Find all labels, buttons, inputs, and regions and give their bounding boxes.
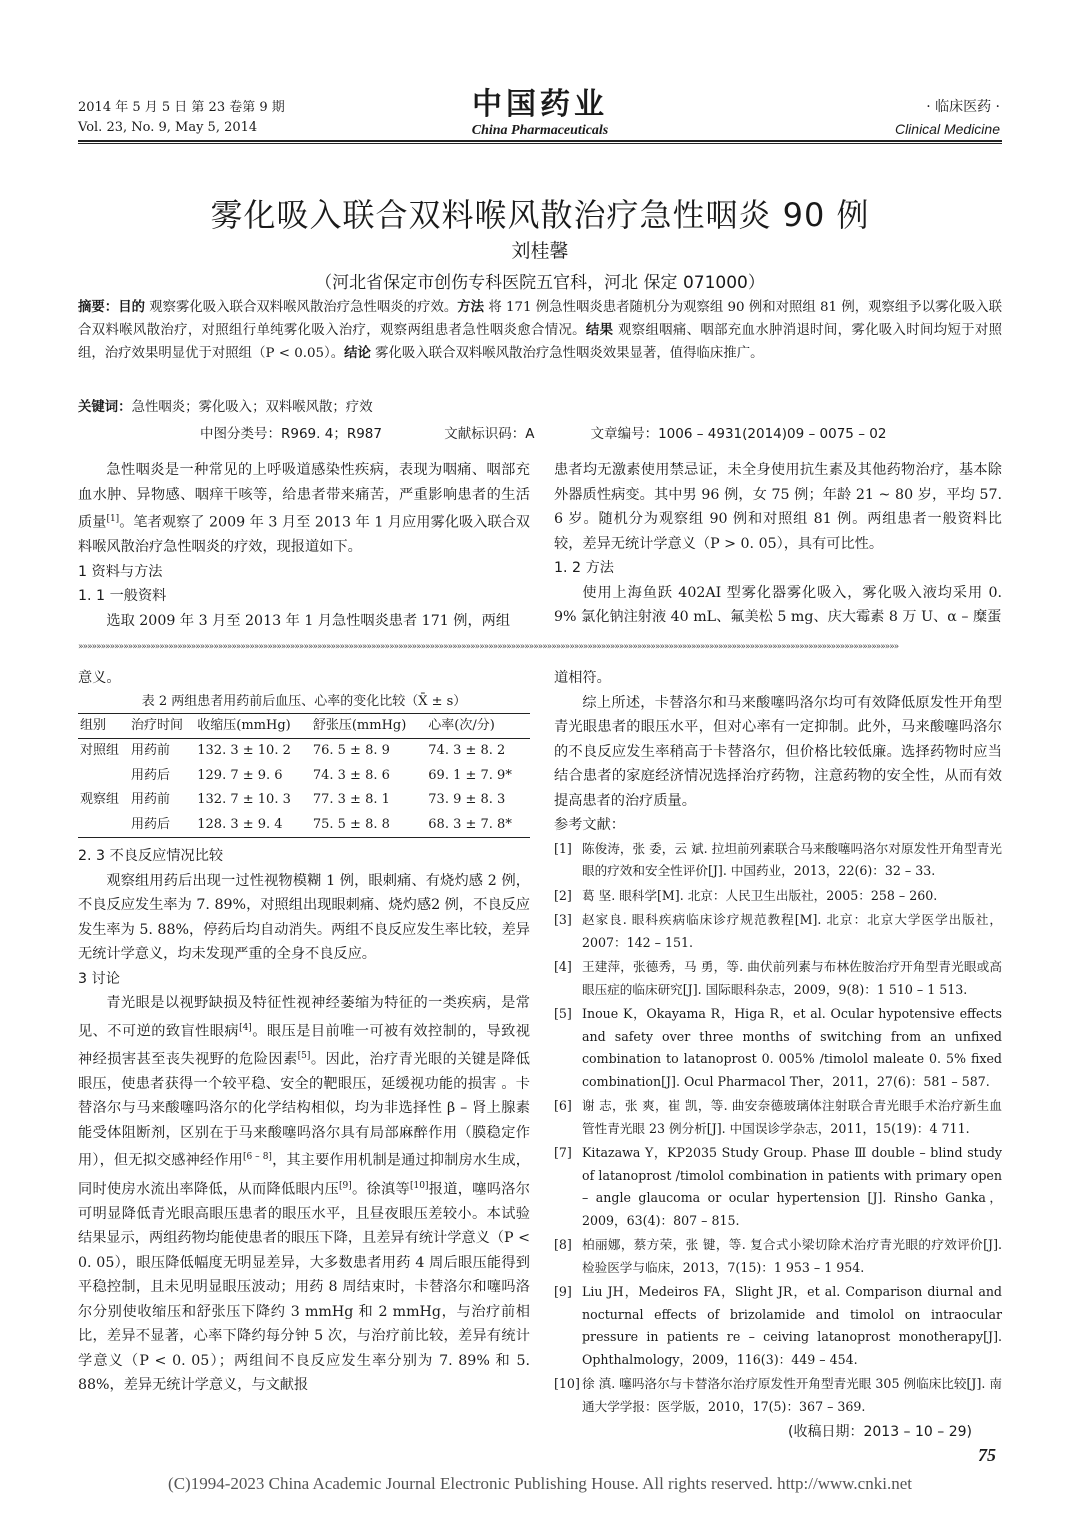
- table-cell: 129. 7 ± 9. 6: [197, 767, 283, 783]
- reference-number: [1]: [554, 840, 572, 856]
- citation: [6 – 8]: [242, 1152, 272, 1163]
- citation: [4]: [239, 1022, 252, 1033]
- article-author: 刘桂馨: [511, 240, 569, 262]
- reference-text: 赵家良. 眼科疾病临床诊疗规范教程[M]. 北京：北京大学医学出版社，2007：142 – 151.: [582, 912, 1002, 950]
- intro-text-end: 。笔者观察了 2009 年 3 月至 2013 年 1 月应用雾化吸入联合双料喉风散治疗急性咽炎的疗效，现报道如下。: [78, 514, 530, 556]
- table-row: [78, 813, 530, 838]
- reference-number: [9]: [554, 1284, 572, 1299]
- table-cell: 74. 3 ± 8. 2: [428, 743, 506, 758]
- discussion-paragraph: [78, 991, 530, 1398]
- table-cell: 132. 3 ± 10. 2: [197, 743, 291, 758]
- table-cell: 69. 1 ± 7. 9*: [428, 767, 512, 783]
- section-label-cn: · 临床医药 ·: [926, 99, 1000, 115]
- table-cell: 对照组: [80, 743, 120, 758]
- table-cell: 73. 9 ± 8. 3: [428, 792, 506, 807]
- abstract-objective: 观察雾化吸入联合双料喉风散治疗急性咽炎的疗效。: [144, 300, 458, 315]
- table-cell: 75. 5 ± 8. 8: [312, 816, 390, 832]
- text: 。徐滇等: [351, 1181, 411, 1198]
- reference-item: [554, 1373, 1002, 1418]
- journal-issue-info: [78, 98, 285, 138]
- table-cell: 用药前: [130, 792, 170, 807]
- subsection-heading: 2. 3 不良反应情况比较: [78, 848, 224, 864]
- reference-number: [6]: [554, 1098, 572, 1113]
- table-caption: 表 2 两组患者用药前后血压、心率的变化比较（X̄ ± s）: [141, 693, 467, 709]
- table-header: 心率(次/分): [428, 717, 495, 733]
- text: 青光眼是以视野缺损及特征性视神经萎缩为特征的一类疾病，是常见、不可逆的致盲性眼病: [78, 995, 530, 1040]
- reference-item: [554, 1234, 1002, 1279]
- header-rule: [78, 140, 1002, 142]
- references-title: 参考文献：: [554, 817, 625, 833]
- reference-text: Kitazawa Y，KP2035 Study Group. Phase Ⅲ double – blind study of latanoprost /timolol combination in patients with primary open – angle glaucoma or ocular hypertension [J]. Rinsho Ganka，2009，63(4)：807 – 815.: [582, 1145, 1002, 1228]
- table-cell: 128. 3 ± 9. 4: [197, 816, 283, 832]
- reference-number: [7]: [554, 1145, 572, 1160]
- lower-right-column: [554, 666, 1002, 1445]
- reference-item: [554, 956, 1002, 1001]
- upper-left-column: [78, 458, 530, 633]
- reference-item: [554, 909, 1002, 954]
- reference-text: 徐 滇. 噻吗洛尔与卡替洛尔治疗原发性开角型青光眼 305 例临床比较[J]. 南通大学学报：医学版，2010，17(5)：367 – 369.: [582, 1376, 1002, 1414]
- citation: [5]: [297, 1050, 311, 1061]
- abstract-key-conclusion: 结论: [344, 346, 371, 361]
- table-row: [78, 739, 530, 764]
- table-row: [78, 764, 530, 789]
- section-label-en: Clinical Medicine: [894, 121, 1000, 137]
- citation: [10]: [410, 1180, 429, 1191]
- text: 。因此，治疗青光眼的关键是降低眼压，使患者获得一个较平稳、安全的靶眼压，延缓视功能的损害 。卡替洛尔与马来酸噻吗洛尔的化学结构相似，均为非选择性 β – 肾上腺素能受体阻断剂，区别在于马来酸噻吗洛尔具有局部麻醉作用（膜稳定作用），但无拟交感神经作用: [78, 1051, 530, 1170]
- keywords-label: 关键词：: [78, 400, 132, 415]
- reference-item: [554, 1142, 1002, 1232]
- table-header: 收缩压(mmHg): [197, 717, 291, 733]
- table-cell: [78, 764, 129, 789]
- section-label: [895, 96, 1000, 140]
- keywords-text: 急性咽炎；雾化吸入；双料喉风散；疗效: [131, 400, 373, 415]
- header-rule-thin: [78, 143, 1002, 144]
- reference-text: 葛 坚. 眼科学[M]. 北京：人民卫生出版社，2005：258 – 260.: [582, 887, 938, 903]
- article-title: 雾化吸入联合双料喉风散治疗急性咽炎 90 例: [210, 196, 870, 234]
- article-affiliation: （河北省保定市创伤专科医院五官科，河北 保定 071000）: [315, 273, 765, 293]
- upper-right-column: [554, 458, 1002, 630]
- lower-left-column: [78, 666, 530, 1398]
- reference-number: [4]: [554, 959, 572, 974]
- text: 报道，噻吗洛尔可明显降低青光眼高眼压患者的眼压水平，且昼夜眼压差较小。本试验结果显示，两组药物均能使患者的眼压下降，且差异有统计学意义（P < 0. 05），眼压降低幅度无明显差异，大多数患者用药 4 周后眼压能得到平稳控制，且未见明显眼压波动；用药 8 周结束时，卡替洛尔和噻吗洛尔分别使收缩压和舒张压下降约 3 mmHg 和 2 mmHg，与治疗前相比，差异不显著，心率下降约每分钟 5 次，与治疗前比较，差异有统计学意义（P < 0. 05）；两组间不良反应发生率分别为 7. 89% 和 5. 88%，差异无统计学意义，与文献报: [78, 1181, 530, 1394]
- text: ，其主要作用机制是通过抑制房水生成，同时使房水流出率降低，从而降低眼内压: [78, 1153, 530, 1198]
- section-heading: 1 资料与方法: [78, 563, 163, 580]
- logo-cn: 中国药业: [472, 87, 608, 122]
- subsection-heading: 1. 1 一般资料: [78, 588, 167, 605]
- conclusion-paragraph: 综上所述，卡替洛尔和马来酸噻吗洛尔均可有效降低原发性开角型青光眼患者的眼压水平，但对心率有一定抑制。此外，马来酸噻吗洛尔的不良反应发生率稍高于卡替洛尔，但价格比较低廉。选择药物时应当结合患者的家庭经济情况选择治疗药物，注意药物的安全性，从而有效提高患者的治疗质量。: [554, 694, 1002, 809]
- table-row: [78, 788, 530, 813]
- reference-text: Inoue K，Okayama R，Higa R，et al. Ocular hypotensive effects and safety over three months of switching from an unfixed combination to latanoprost 0. 005% /timolol maleate 0. 5% fixed combination[J]. Ocul Pharmacol Ther，2011，27(6)：581 – 587.: [582, 1006, 1002, 1089]
- reference-number: [5]: [554, 1006, 572, 1021]
- dotted-divider: »»»»»»»»»»»»»»»»»»»»»»»»»»»»»»»»»»»»»»»»»»»»»»»»»»»»»»»»»»»»»»»»»»»»»»»»»»»»»»»»»»»»»»»»»»»»»»»»»»»»»»»»»»»»»»»»»»»»»»»»»»»»»»»»»»»»»»»»»»»»»»»»»»»»»»»»»»»»»»»»»»»»»»»»»»»»»»»»»»»»»»: [78, 643, 899, 651]
- reference-item: [554, 1281, 1002, 1371]
- reference-list: [554, 838, 1002, 1419]
- table-cell: [78, 813, 129, 838]
- table-cell: 132. 7 ± 10. 3: [197, 792, 291, 807]
- table-cell: 观察组: [80, 792, 120, 807]
- abstract-method: 将 171 例急性咽炎患者随机分为观察组 90 例和对照组 81 例，观察组予以雾化吸入联合双料喉风散治疗，对照组行单纯雾化吸入治疗，观察两组患者急性咽炎愈合情况。: [78, 300, 1003, 338]
- table-cell: 用药后: [130, 816, 170, 832]
- abstract-conclusion: 雾化吸入联合双料喉风散治疗急性咽炎效果显著，值得临床推广。: [370, 346, 764, 361]
- reference-item: [554, 838, 1002, 883]
- reference-number: [10]: [554, 1376, 580, 1391]
- abstract-key-objective: 目的: [118, 300, 145, 315]
- reference-text: 谢 志，张 爽，崔 凯，等. 曲安奈德玻璃体注射联合青光眼手术治疗新生血管性青光眼 23 例分析[J]. 中国误诊学杂志，2011，15(19)：4 711.: [582, 1098, 1002, 1136]
- table-cell: 68. 3 ± 7. 8*: [428, 816, 512, 832]
- text: 。眼压是目前唯一可被有效控制的，导致视神经损害甚至丧失视野的危险因素: [78, 1023, 530, 1068]
- document-code: 文献标识码：A: [444, 426, 535, 442]
- paragraph: 患者均无激素使用禁忌证，未全身使用抗生素及其他药物治疗，基本除外器质性病变。其中男 96 例，女 75 例；年龄 21 ~ 80 岁，平均 57. 6 岁。随机分为观察组 90 例和对照组 81 例。两组患者一般资料比较，差异无统计学意义（P > 0. 05），具有可比性。: [554, 462, 1002, 552]
- copyright-footer: (C)1994-2023 China Academic Journal Electronic Publishing House. All rights reserved. http://www.cnki.net: [168, 1474, 912, 1493]
- reference-text: Liu JH，Medeiros FA，Slight JR，et al. Comparison diurnal and nocturnal effects of brizolamide and timolol on intraocular pressure in patients re – ceiving latanoprost monotherapy[J]. Ophthalmology，2009，116(3)：449 – 454.: [582, 1284, 1002, 1367]
- continued-text: 道相符。: [554, 670, 611, 686]
- intro-paragraph: [78, 458, 530, 560]
- citation: [1]: [106, 514, 120, 524]
- reference-text: 王建萍，张德秀，马 勇，等. 曲伏前列素与布林佐胺治疗开角型青光眼或高眼压症的临床研究[J]. 国际眼科杂志，2009，9(8)：1 510 – 1 513.: [582, 959, 1002, 997]
- journal-logo: [430, 88, 650, 140]
- paragraph: 使用上海鱼跃 402AI 型雾化器雾化吸入，雾化吸入液均采用 0. 9% 氯化钠注射液 40 mL、氟美松 5 mg、庆大霉素 8 万 U、α – 糜蛋: [554, 584, 1002, 625]
- abstract-key-result: 结果: [585, 323, 614, 338]
- table-cell: 用药后: [130, 767, 170, 783]
- reference-number: [3]: [554, 912, 572, 927]
- table-header: 组别: [80, 717, 107, 733]
- reference-item: [554, 1095, 1002, 1140]
- continued-text: 意义。: [78, 670, 121, 686]
- table-header: 治疗时间: [130, 717, 183, 733]
- paragraph: 选取 2009 年 3 月至 2013 年 1 月急性咽炎患者 171 例，两组: [106, 612, 511, 629]
- table-header: 舒张压(mmHg): [312, 717, 407, 733]
- reference-text: 陈俊涛，张 委，云 斌. 拉坦前列素联合马来酸噻吗洛尔对原发性开角型青光眼的疗效和安全性评价[J]. 中国药业，2013，22(6)：32 – 33.: [582, 840, 1002, 878]
- reference-text: 柏丽娜，蔡方荣，张 键，等. 复合式小梁切除术治疗青光眼的疗效评价[J]. 检验医学与临床，2013，7(15)：1 953 – 1 954.: [582, 1237, 1002, 1275]
- paragraph: 观察组用药后出现一过性视物模糊 1 例，眼刺痛、有烧灼感 2 例，不良反应发生率为 7. 89%，对照组出现眼刺痛、烧灼感2 例，不良反应发生率为 5. 88%，停药后均自动消失。两组不良反应发生率比较，差异无统计学意义，均未发现严重的全身不良反应。: [78, 872, 530, 962]
- section-heading: 3 讨论: [78, 970, 120, 987]
- reference-item: [554, 885, 1002, 908]
- issue-line-en: Vol. 23, No. 9, May 5, 2014: [78, 120, 258, 135]
- data-table: [78, 713, 530, 839]
- abstract-label: 摘要：: [78, 300, 119, 315]
- keywords: [78, 397, 1002, 419]
- citation: [9]: [338, 1180, 352, 1191]
- table-header-row: [78, 713, 530, 739]
- received-date: (收稿日期：2013 – 10 – 29): [788, 1424, 972, 1440]
- reference-number: [2]: [554, 887, 572, 903]
- abstract-key-method: 方法: [457, 300, 485, 315]
- reference-item: [554, 1003, 1002, 1093]
- classification-line: [200, 422, 1000, 442]
- table-cell: 74. 3 ± 8. 6: [312, 767, 390, 783]
- table-cell: 77. 3 ± 8. 1: [312, 792, 390, 807]
- intro-text: 急性咽炎是一种常见的上呼吸道感染性疾病，表现为咽痛、咽部充血水肿、异物感、咽痒干咳等，给患者带来痛苦，严重影响患者的生活质量: [78, 462, 530, 531]
- clc-number: 中图分类号：R969. 4；R987: [200, 426, 382, 442]
- issue-line-cn: 2014 年 5 月 5 日 第 23 卷第 9 期: [78, 100, 285, 115]
- reference-number: [8]: [554, 1237, 572, 1252]
- abstract-result: 观察组咽痛、咽部充血水肿消退时间，雾化吸入时间均短于对照组，治疗效果明显优于对照组（P < 0.05）。: [78, 323, 1003, 361]
- logo-en: China Pharmaceuticals: [471, 123, 609, 138]
- article-number: 文章编号：1006 – 4931(2014)09 – 0075 – 02: [590, 426, 887, 442]
- subsection-heading: 1. 2 方法: [554, 560, 614, 576]
- table-cell: 76. 5 ± 8. 9: [312, 743, 390, 758]
- page-number: 75: [978, 1445, 996, 1465]
- table-cell: 用药前: [130, 743, 170, 758]
- abstract: [78, 296, 1002, 365]
